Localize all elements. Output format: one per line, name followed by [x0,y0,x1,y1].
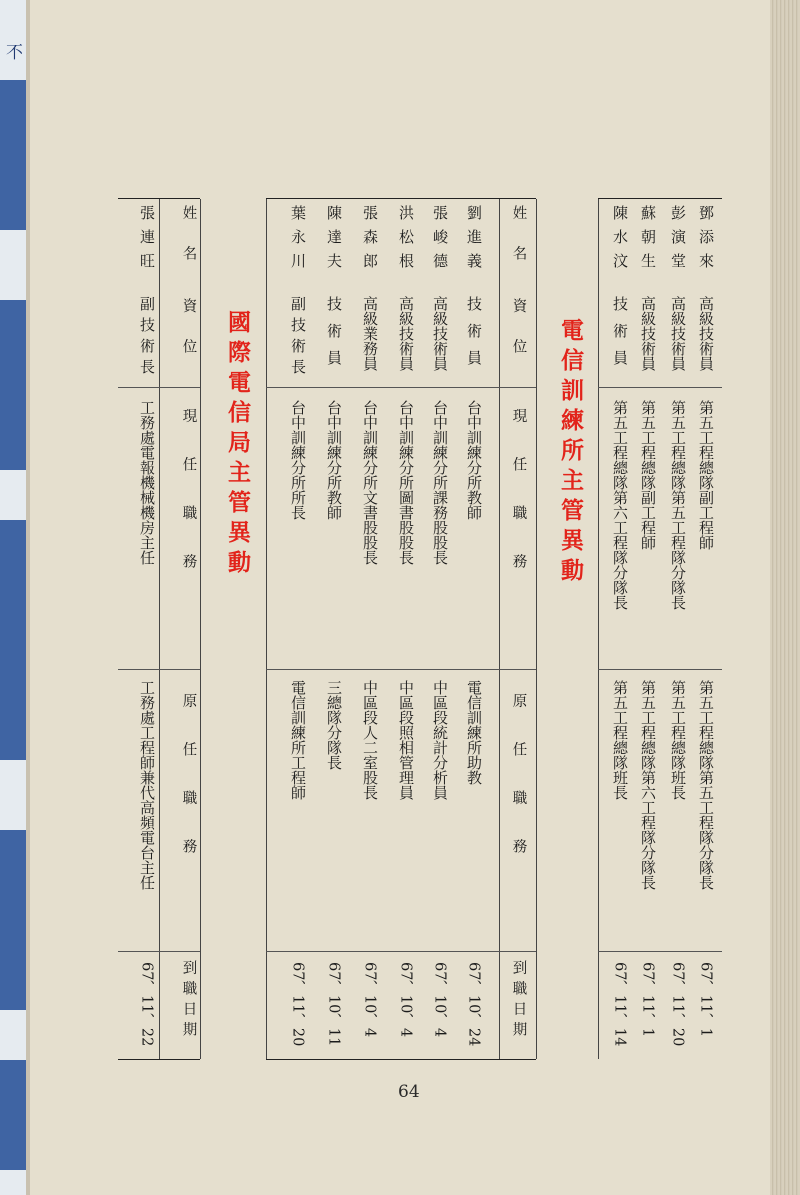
header-current: 現任職務 [510,408,527,602]
continued-current: 第五工程總隊第六工程隊分隊長 [611,400,629,610]
adjacent-page-glyph: 不 [6,43,23,63]
continued-previous: 第五工程總隊第六工程隊分隊長 [639,680,657,890]
column-divider [159,199,160,1059]
intl-section-title: 國際電信局主管異動 [224,310,250,580]
training-rank: 技術員 [465,296,483,377]
training-current: 台中訓練分所教師 [465,400,483,520]
training-name: 陳達夫 [325,205,343,277]
page-number: 64 [398,1082,420,1102]
training-section-title: 電信訓練所主管異動 [557,318,583,588]
training-previous: 電信訓練所工程師 [289,680,307,800]
training-name: 張森郎 [361,205,379,277]
header-rank: 資位 [180,298,197,379]
intl-rank: 副技術長 [138,296,156,380]
training-name: 洪松根 [397,205,415,277]
training-date: 67、10、4 [397,962,414,1038]
row-divider [266,669,536,670]
column-divider [200,199,201,1059]
training-date: 67、11、20 [289,962,306,1047]
training-previous: 中區段人二室股長 [361,680,379,800]
header-previous: 原任職務 [510,693,527,887]
training-name: 劉進義 [465,205,483,277]
continued-rank: 高級技術員 [697,296,715,371]
continued-date: 67、11、14 [611,962,628,1047]
header-previous: 原任職務 [180,693,197,887]
adjacent-page-strip [0,0,30,1195]
continued-previous: 第五工程總隊班長 [669,680,687,800]
intl-name: 張連旺 [138,205,156,277]
header-current: 現任職務 [180,408,197,602]
training-previous: 中區段照相管理員 [397,680,415,800]
header-rank: 資位 [510,298,527,379]
header-name: 姓名 [510,205,527,286]
training-date: 67、10、11 [325,962,342,1047]
row-divider [118,951,200,952]
continued-date: 67、11、20 [669,962,686,1047]
training-current: 台中訓練分所課務股股長 [431,400,449,565]
row-divider [118,387,200,388]
continued-previous: 第五工程總隊第五工程隊分隊長 [697,680,715,890]
training-rank: 高級技術員 [431,296,449,371]
header-date: 到職日期 [180,960,197,1042]
training-name: 葉永川 [289,205,307,277]
training-name: 張峻德 [431,205,449,277]
continued-current: 第五工程總隊副工程師 [639,400,657,550]
row-divider [118,669,200,670]
intl-current: 工務處電報機械機房主任 [138,400,156,565]
row-divider [598,951,722,952]
training-current: 台中訓練分所教師 [325,400,343,520]
row-divider [598,387,722,388]
continued-rank: 高級技術員 [639,296,657,371]
continued-date: 67、11、1 [697,962,714,1038]
page-stack-edges [770,0,800,1195]
training-rank: 高級業務員 [361,296,379,371]
row-divider [266,951,536,952]
training-previous: 三總隊分隊長 [325,680,343,770]
training-date: 67、10、4 [361,962,378,1038]
training-previous: 中區段統計分析員 [431,680,449,800]
continued-name: 陳水汶 [611,205,629,277]
continued-date: 67、11、1 [639,962,656,1038]
training-rank: 副技術長 [289,296,307,380]
column-divider [598,199,599,1059]
training-rank: 技術員 [325,296,343,377]
intl-previous: 工務處工程師兼代高頻電台主任 [138,680,156,890]
continued-name: 彭演堂 [669,205,687,277]
column-divider [536,199,537,1059]
training-current: 台中訓練分所圖書股股長 [397,400,415,565]
column-divider [499,199,500,1059]
intl-date: 67、11、22 [138,962,155,1047]
continued-name: 鄧添來 [697,205,715,277]
continued-current: 第五工程總隊第五工程隊分隊長 [669,400,687,610]
training-current: 台中訓練分所所長 [289,400,307,520]
continued-rank: 技術員 [611,296,629,377]
column-divider [266,199,267,1059]
continued-name: 蘇朝生 [639,205,657,277]
continued-rank: 高級技術員 [669,296,687,371]
row-divider [598,669,722,670]
training-previous: 電信訓練所助教 [465,680,483,785]
training-rank: 高級技術員 [397,296,415,371]
continued-current: 第五工程總隊副工程師 [697,400,715,550]
training-date: 67、10、4 [431,962,448,1038]
training-date: 67、10、24 [465,962,482,1047]
continued-previous: 第五工程總隊班長 [611,680,629,800]
row-divider [266,387,536,388]
header-date: 到職日期 [510,960,527,1042]
header-name: 姓名 [180,205,197,286]
training-current: 台中訓練分所文書股股長 [361,400,379,565]
